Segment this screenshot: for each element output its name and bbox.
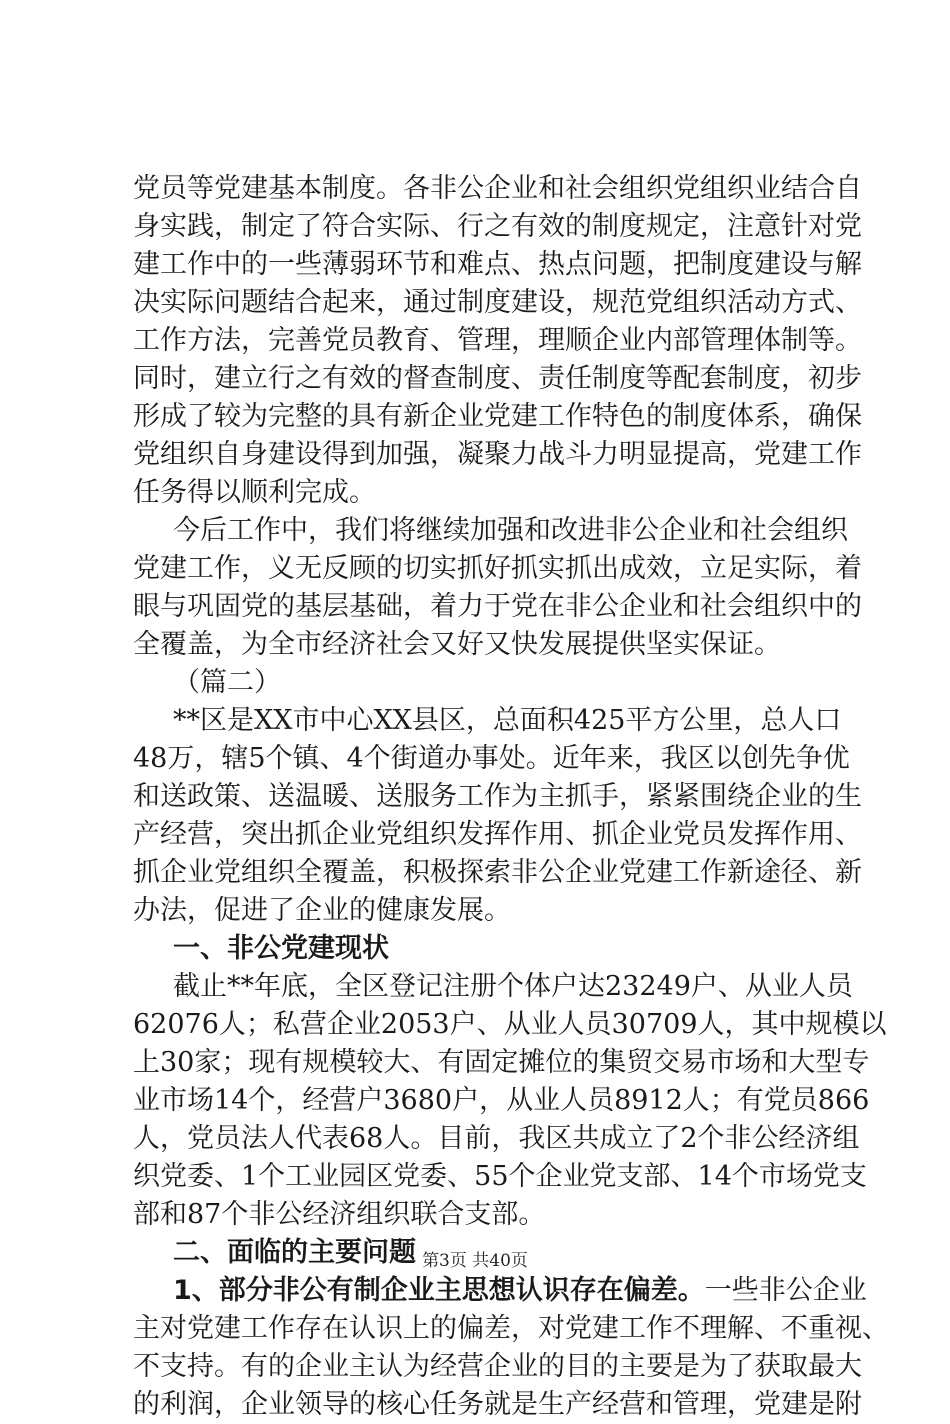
text-line: 党组织自身建设得到加强，凝聚力战斗力明显提高，党建工作: [133, 439, 862, 470]
text-line: 全覆盖，为全市经济社会又好又快发展提供坚实保证。: [133, 629, 781, 660]
subheading-bold: 1、部分非公有制企业主思想认识存在偏差。: [173, 1275, 705, 1306]
section-heading: 一、非公党建现状: [173, 933, 389, 964]
section-label: （篇二）: [173, 667, 281, 698]
text-line: 决实际问题结合起来，通过制度建设，规范党组织活动方式、: [133, 287, 862, 318]
text-line: 任务得以顺利完成。: [133, 477, 376, 508]
text-line: 产经营，突出抓企业党组织发挥作用、抓企业党员发挥作用、: [133, 819, 862, 850]
text-line: 的利润，企业领导的核心任务就是生产经营和管理，党建是附: [133, 1389, 862, 1420]
document-body: [133, 170, 889, 1424]
text-line: **区是XX市中心XX县区，总面积425平方公里，总人口: [173, 705, 842, 736]
text-line: 党员等党建基本制度。各非公企业和社会组织党组织业结合自: [133, 173, 862, 204]
text-line: 部和87个非公经济组织联合支部。: [133, 1199, 546, 1230]
text-line: 主对党建工作存在认识上的偏差，对党建工作不理解、不重视、: [133, 1313, 889, 1344]
text-line: 和送政策、送温暖、送服务工作为主抓手，紧紧围绕企业的生: [133, 781, 862, 812]
text-line: 62076人；私营企业2053户、从业人员30709人，其中规模以: [133, 1009, 887, 1040]
text-line: 同时，建立行之有效的督查制度、责任制度等配套制度，初步: [133, 363, 862, 394]
text-line: [133, 1272, 867, 1310]
text-run: 一些非公企业: [704, 1275, 867, 1306]
text-line: 身实践，制定了符合实际、行之有效的制度规定，注意针对党: [133, 211, 862, 242]
text-line: 不支持。有的企业主认为经营企业的目的主要是为了获取最大: [133, 1351, 862, 1382]
text-line: 办法，促进了企业的健康发展。: [133, 895, 511, 926]
text-line: 人，党员法人代表68人。目前，我区共成立了2个非公经济组: [133, 1123, 860, 1154]
text-line: 今后工作中，我们将继续加强和改进非公企业和社会组织: [173, 515, 848, 546]
text-line: 眼与巩固党的基层基础，着力于党在非公企业和社会组织中的: [133, 591, 862, 622]
text-line: 织党委、1个工业园区党委、55个企业党支部、14个市场党支: [133, 1161, 867, 1192]
text-line: 形成了较为完整的具有新企业党建工作特色的制度体系，确保: [133, 401, 862, 432]
text-line: 党建工作，义无反顾的切实抓好抓实抓出成效，立足实际，着: [133, 553, 862, 584]
text-line: 截止**年底，全区登记注册个体户达23249户、从业人员: [173, 971, 853, 1002]
text-line: 48万，辖5个镇、4个街道办事处。近年来，我区以创先争优: [133, 743, 850, 774]
text-line: 建工作中的一些薄弱环节和难点、热点问题，把制度建设与解: [133, 249, 862, 280]
text-line: 业市场14个，经营户3680户，从业人员8912人；有党员866: [133, 1085, 870, 1116]
text-line: 工作方法，完善党员教育、管理，理顺企业内部管理体制等。: [133, 325, 862, 356]
text-line: 上30家；现有规模较大、有固定摊位的集贸交易市场和大型专: [133, 1047, 870, 1078]
page-footer: 第3页 共40页: [422, 1251, 528, 1271]
text-line: 抓企业党组织全覆盖，积极探索非公企业党建工作新途径、新: [133, 857, 862, 888]
section-heading: 二、面临的主要问题: [173, 1237, 416, 1268]
